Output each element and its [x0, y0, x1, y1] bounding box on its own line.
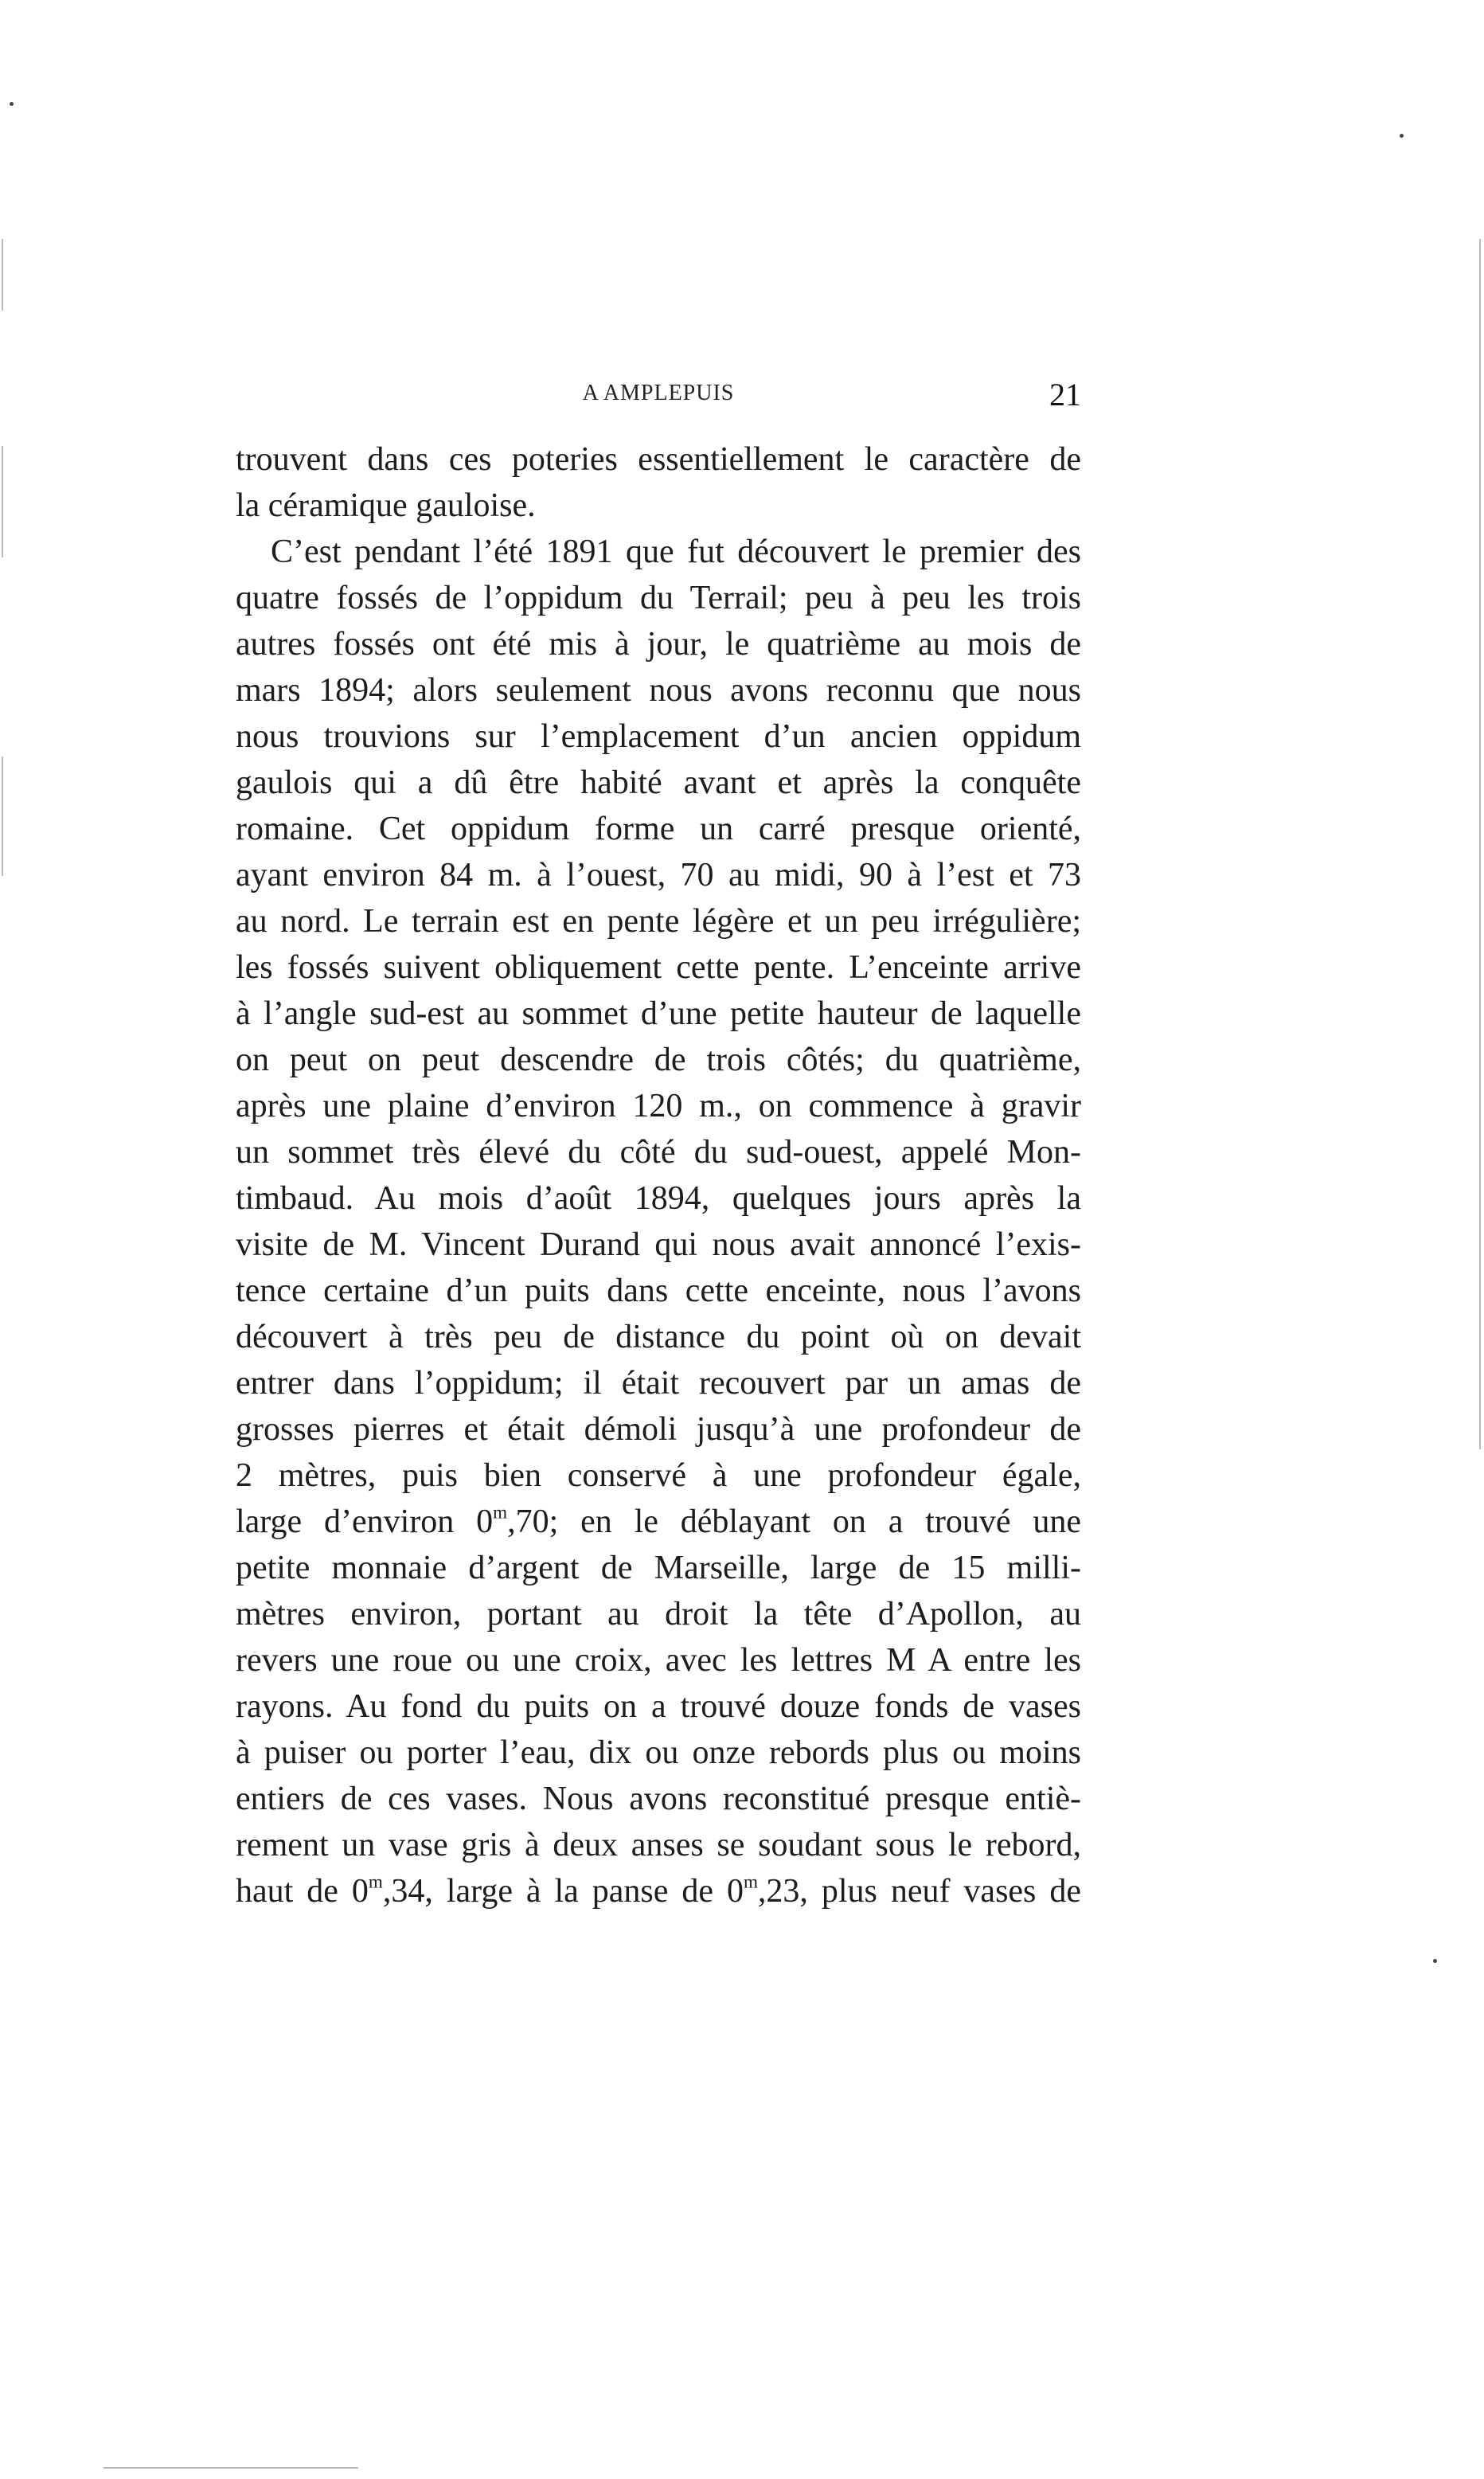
scan-edge-mark-left-top: [2, 239, 3, 311]
text-line: après une plaine d’environ 120 m., on commence à gravir: [236, 1088, 1081, 1124]
scan-dot-1: [10, 102, 14, 106]
text-line: mètres environ, portant au droit la tête d’Apollon, au: [236, 1596, 1081, 1632]
text-line: les fossés suivent obliquement cette pente. L’enceinte arrive: [236, 949, 1081, 986]
running-title: A AMPLEPUIS: [582, 381, 735, 405]
text-line: ayant environ 84 m. à l’ouest, 70 au midi, 90 à l’est et 73: [236, 857, 1081, 893]
text-line: la céramique gauloise.: [236, 487, 536, 524]
text-line: rayons. Au fond du puits on a trouvé douze fonds de vases: [236, 1688, 1081, 1725]
text-line: rement un vase gris à deux anses se soudant sous le rebord,: [236, 1827, 1081, 1863]
text-line: nous trouvions sur l’emplacement d’un ancien oppidum: [236, 718, 1081, 755]
scan-edge-mark-left-low: [2, 757, 3, 876]
text-line: entiers de ces vases. Nous avons reconstitué presque entiè-: [236, 1781, 1081, 1817]
text-line: un sommet très élevé du côté du sud-ouest, appelé Mon-: [236, 1134, 1081, 1171]
text-line: au nord. Le terrain est en pente légère et un peu irrégulière;: [236, 903, 1081, 940]
text-line: quatre fossés de l’oppidum du Terrail; peu à peu les trois: [236, 580, 1081, 616]
text-line: trouvent dans ces poteries essentiellement le caractère de: [236, 441, 1081, 478]
text-line: à l’angle sud-est au sommet d’une petite hauteur de laquelle: [236, 995, 1081, 1032]
text-line: gaulois qui a dû être habité avant et après la conquête: [236, 764, 1081, 801]
text-line: petite monnaie d’argent de Marseille, large de 15 milli-: [236, 1550, 1081, 1586]
text-line: autres fossés ont été mis à jour, le quatrième au mois de: [236, 626, 1081, 663]
body-text: [236, 436, 1081, 1914]
scan-edge-mark-right: [1479, 239, 1481, 1449]
scan-dot-2: [1400, 134, 1404, 138]
scan-edge-mark-bottom: [103, 2467, 358, 2469]
running-header: [236, 374, 1081, 414]
text-line: romaine. Cet oppidum forme un carré presque orienté,: [236, 811, 1081, 847]
text-line: visite de M. Vincent Durand qui nous avait annoncé l’exis-: [236, 1226, 1081, 1263]
scan-edge-mark-left-mid: [2, 446, 3, 557]
text-line: grosses pierres et était démoli jusqu’à une profondeur de: [236, 1411, 1081, 1448]
text-line: C’est pendant l’été 1891 que fut découvert le premier des: [271, 534, 1081, 570]
text-line: large d’environ 0$^m$,70; en le déblayant on a trouvé une: [236, 1501, 1081, 1540]
text-line: 2 mètres, puis bien conservé à une profondeur égale,: [236, 1457, 1081, 1494]
text-line: mars 1894; alors seulement nous avons reconnu que nous: [236, 672, 1081, 709]
scan-dot-3: [1433, 1959, 1437, 1963]
text-line: découvert à très peu de distance du point où on devait: [236, 1319, 1081, 1355]
text-line: haut de 0$^m$,34, large à la panse de 0$^m$,23, plus neuf vases de: [236, 1871, 1081, 1910]
text-line: entrer dans l’oppidum; il était recouvert par un amas de: [236, 1365, 1081, 1402]
text-line: revers une roue ou une croix, avec les lettres M A entre les: [236, 1642, 1081, 1679]
text-line: on peut on peut descendre de trois côtés; du quatrième,: [236, 1042, 1081, 1078]
text-line: tence certaine d’un puits dans cette enceinte, nous l’avons: [236, 1273, 1081, 1309]
text-line: à puiser ou porter l’eau, dix ou onze rebords plus ou moins: [236, 1734, 1081, 1771]
text-line: timbaud. Au mois d’août 1894, quelques jours après la: [236, 1180, 1081, 1217]
page-number: 21: [1049, 377, 1081, 413]
